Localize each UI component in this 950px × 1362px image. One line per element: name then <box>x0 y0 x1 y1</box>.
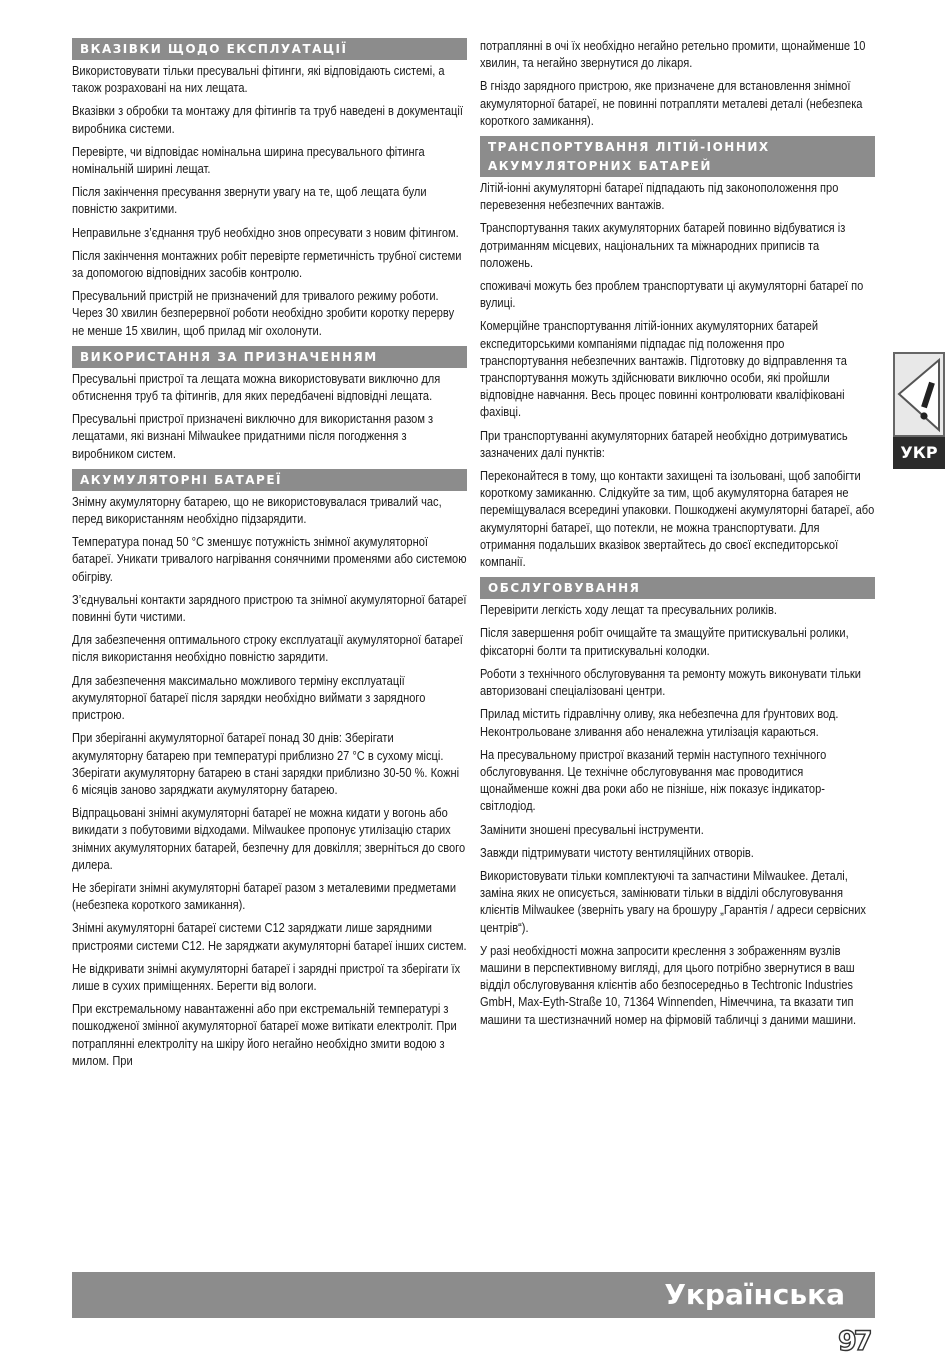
paragraph: Замінити зношені пресувальні інструменти. <box>480 822 704 837</box>
paragraph: потраплянні в очі їх необхідно негайно ретельно промити, щонайменше 10 хвилин, та негайно звернутися до лікаря. <box>480 39 866 71</box>
language-label: УКР <box>893 437 945 469</box>
paragraph: Не відкривати знімні акумуляторні батареї і зарядні пристрої та зберігати їх лише в сухих приміщеннях. Берегти від вологи. <box>72 961 461 993</box>
right-column <box>480 38 875 1035</box>
paragraph: З’єднувальні контакти зарядного пристрою та знімної акумуляторної батареї повинні бути чистими. <box>72 592 467 625</box>
section-heading-maintenance: ОБСЛУГОВУВАННЯ <box>480 577 875 599</box>
paragraph: Завжди підтримувати чистоту вентиляційних отворів. <box>480 845 754 860</box>
paragraph: Літій-іонні акумуляторні батареї підпадають під законоположення про перевезення небезпечних вантажів. <box>480 181 839 213</box>
section-heading-batteries: АКУМУЛЯТОРНІ БАТАРЕЇ <box>72 469 467 491</box>
paragraph: В гніздо зарядного пристрою, яке призначене для встановлення знімної акумуляторної батареї, не повинні потрапляти металеві деталі (небезпека короткого замикання). <box>480 79 863 128</box>
paragraph: Пресувальні пристрої призначені виключно для використання разом з лещатами, які визнані Milwaukee придатними після погодження з виробником систем. <box>72 412 434 461</box>
paragraph: Знімні акумуляторні батареї системи C12 заряджати лише зарядними пристроями системи C12. Не заряджати акумуляторні батареї інших систем. <box>72 921 467 953</box>
paragraph: Перевірити легкість ходу лещат та пресувальних роликів. <box>480 603 777 618</box>
page-number: 97 <box>838 1326 870 1357</box>
warning-icon <box>893 352 945 437</box>
language-side-tab <box>893 352 945 469</box>
section-heading-operating-instructions: ВКАЗІВКИ ЩОДО ЕКСПЛУАТАЦІЇ <box>72 38 467 60</box>
paragraph: При зберіганні акумуляторної батареї понад 30 днів: Зберігати акумуляторну батарею при температурі приблизно 27 °C в сухому місці. Зберігати акумуляторну батарею в стані зарядки приблизно 30-50 %. Кожні 6 місяців заново заряджати акумуляторну батарею. <box>72 731 460 797</box>
paragraph: Знімну акумуляторну батарею, що не використовувалася тривалий час, перед використанням необхідно підзарядити. <box>72 494 442 527</box>
paragraph: Використовувати тільки комплектуючі та запчастини Milwaukee. Деталі, заміна яких не описується, замінювати тільки в відділі обслуговування клієнтів Milwaukee (зверніть увагу на брошуру „Гарантія / адреси сервісних центрів“). <box>480 868 866 935</box>
paragraph: Вказівки з обробки та монтажу для фітингів та труб наведені в документації виробника системи. <box>72 104 463 136</box>
paragraph: У разі необхідності можна запросити креслення з зображенням вузлів машини в перспективному вигляді, для цього потрібно звернутися в ваш відділ обслуговування клієнтів або безпосередньо в Techtronic Industries GmbH, Max-Eyth-Straße 10, 71364 Winnenden, Німеччина, та вказати тип машини та шестизначний номер на фірмовій табличці з даними машини. <box>480 943 857 1027</box>
paragraph: Використовувати тільки пресувальні фітинги, які відповідають системі, а також розраховані на них лещата. <box>72 64 445 96</box>
paragraph: Роботи з технічного обслуговування та ремонту можуть виконувати тільки авторизовані спеціалізовані центри. <box>480 666 861 699</box>
paragraph: Температура понад 50 °C зменшує потужність знімної акумуляторної батареї. Уникати тривалого нагрівання сонячними променями або системою обігріву. <box>72 535 467 584</box>
paragraph: При екстремальному навантаженні або при екстремальній температурі з пошкодженої змінної акумуляторної батареї може витікати електроліт. При потраплянні електроліту на шкіру його негайно необхідно змити водою з милом. При <box>72 1002 457 1068</box>
left-column <box>72 38 467 1076</box>
paragraph: споживачі можуть без проблем транспортувати ці акумуляторні батареї по вулиці. <box>480 279 864 311</box>
section-heading-transport: ТРАНСПОРТУВАННЯ ЛІТІЙ-ІОННИХ АКУМУЛЯТОРНИХ БАТАРЕЙ <box>480 136 875 177</box>
footer-bar <box>72 1272 875 1318</box>
paragraph: На пресувальному пристрої вказаний термін наступного технічного обслуговування. Це технічне обслуговування має проводитися щонайменше кожні два роки або не пізніше, ніж показує індикатор-світлодіод. <box>480 747 827 814</box>
paragraph: Для забезпечення максимально можливого терміну експлуатації акумуляторної батареї після зарядки необхідно виймати з зарядного пристрою. <box>72 673 426 723</box>
paragraph: Переконайтеся в тому, що контакти захищені та ізольовані, щоб запобігти короткому замиканню. Слідкуйте за тим, щоб акумуляторна батарея не переміщувалася всередині упаковки. Пошкоджені акумуляторні батареї, або акумуляторні батареї, що потекли, не можна транспортувати. Для отримання подальших вказівок звертайтесь до своєї експедиторської компанії. <box>480 469 875 570</box>
paragraph: Транспортування таких акумуляторних батарей повинно відбуватися із дотриманням місцевих, національних та міжнародних приписів та положень. <box>480 221 846 270</box>
paragraph: Не зберігати знімні акумуляторні батареї разом з металевими предметами (небезпека короткого замикання). <box>72 880 457 913</box>
section-heading-intended-use: ВИКОРИСТАННЯ ЗА ПРИЗНАЧЕННЯМ <box>72 346 467 368</box>
paragraph: Перевірте, чи відповідає номінальна ширина пресувального фітинга номінальній ширині лещат. <box>72 144 425 177</box>
paragraph: Після закінчення пресування звернути увагу на те, щоб лещата були повністю закритими. <box>72 185 427 217</box>
paragraph: Для забезпечення оптимального строку експлуатації акумуляторної батареї після використання необхідно повністю зарядити. <box>72 633 463 665</box>
paragraph: Пресувальні пристрої та лещата можна використовувати виключно для обтиснення труб та фітингів, для яких передбачені відповідні лещата. <box>72 371 441 404</box>
paragraph: Після завершення робіт очищайте та змащуйте притискувальні ролики, фіксаторні болти та притискувальні колодки. <box>480 626 849 658</box>
paragraph: Комерційне транспортування літій-іонних акумуляторних батарей експедиторськими компаніями підпадає під положення про транспортування небезпечних вантажів. Підготовку до відправлення та транспортування можуть здійснювати виключно особи, які пройшли відповідне навчання. Весь процес повинні контролювати кваліфіковані фахівці. <box>480 319 847 420</box>
paragraph: Після закінчення монтажних робіт перевірте герметичність трубної системи за допомогою відповідних засобів контролю. <box>72 248 462 281</box>
paragraph: Неправильне з’єднання труб необхідно знов опресувати з новим фітингом. <box>72 225 459 240</box>
footer-language-title: Українська <box>664 1278 845 1311</box>
paragraph: Відпрацьовані знімні акумуляторні батареї не можна кидати у вогонь або викидати з побутовими відходами. Milwaukee пропонує утилізацію старих знімних акумуляторних батарей, безпечну для довкілля; зверніться до свого дилера. <box>72 806 466 872</box>
paragraph: Прилад містить гідравлічну оливу, яка небезпечна для ґрунтових вод. Неконтрольоване зливання або неналежна утилізація караються. <box>480 707 839 739</box>
paragraph: Пресувальний пристрій не призначений для тривалого режиму роботи. Через 30 хвилин безперервної роботи необхідно зробити коротку перерву не менше 15 хвилин, щоб прилад міг охолонути. <box>72 289 455 338</box>
paragraph: При транспортуванні акумуляторних батарей необхідно дотримуватись зазначених далі пунктів: <box>480 428 848 460</box>
